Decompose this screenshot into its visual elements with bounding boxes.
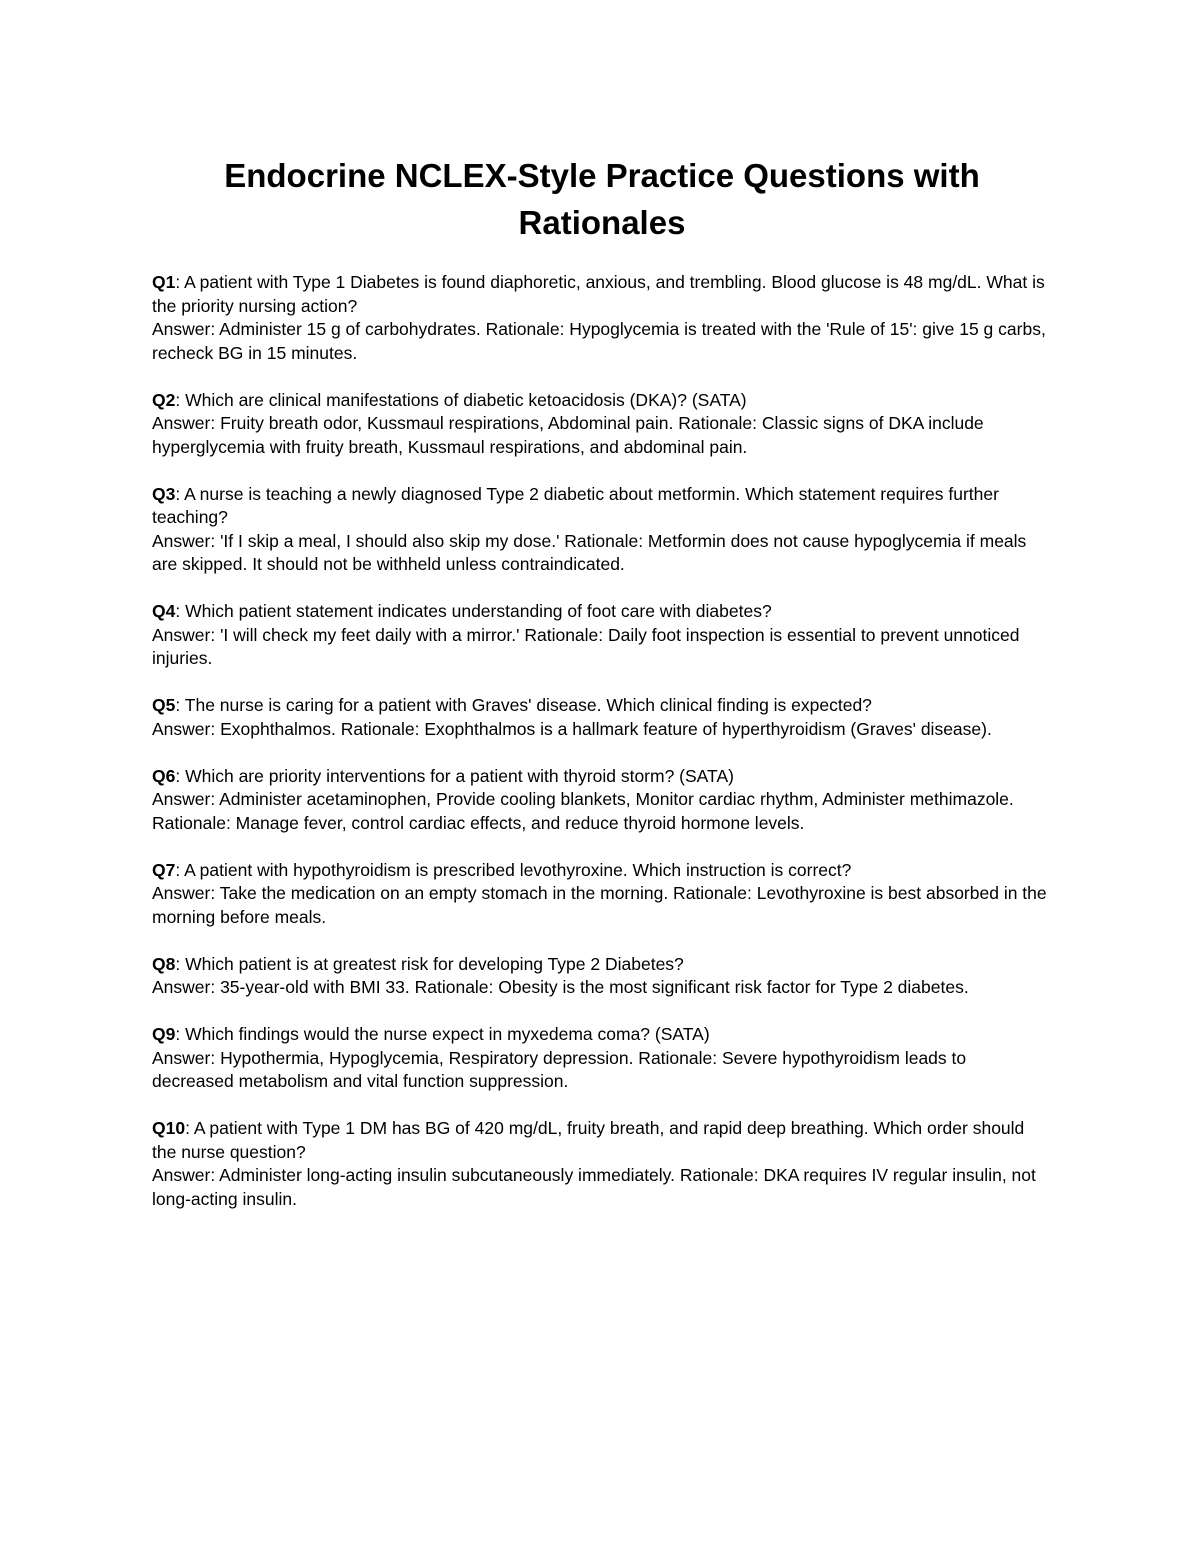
answer-rationale: Answer: Hypothermia, Hypoglycemia, Respiratory depression. Rationale: Severe hypothyroidism leads to decreased metabolism and vital function suppression. <box>152 1047 967 1091</box>
question-list <box>152 271 1052 1211</box>
question-text <box>152 765 1052 789</box>
answer-rationale: Answer: 35-year-old with BMI 33. Rationale: Obesity is the most significant risk factor for Type 2 diabetes. <box>152 977 969 997</box>
question-text <box>152 1117 1052 1164</box>
question-prompt: : Which findings would the nurse expect in myxedema coma? (SATA) <box>175 1024 710 1044</box>
question-number: Q8 <box>152 953 176 974</box>
answer-rationale: Answer: 'I will check my feet daily with a mirror.' Rationale: Daily foot inspection is essential to prevent unnoticed injuries. <box>152 624 1020 668</box>
question-item <box>152 1117 1052 1211</box>
question-text <box>152 859 1052 883</box>
question-number: Q6 <box>152 765 176 786</box>
question-item <box>152 765 1052 836</box>
question-prompt: : The nurse is caring for a patient with Graves' disease. Which clinical finding is expected? <box>175 695 872 715</box>
answer-rationale: Answer: Administer 15 g of carbohydrates. Rationale: Hypoglycemia is treated with the 'Rule of 15': give 15 g carbs, recheck BG in 15 minutes. <box>152 319 1046 363</box>
question-item <box>152 953 1052 1000</box>
question-prompt: : A patient with Type 1 Diabetes is found diaphoretic, anxious, and trembling. Blood glucose is 48 mg/dL. What is the priority nursing action? <box>152 272 1045 316</box>
question-text <box>152 694 1052 718</box>
document-title: Endocrine NCLEX-Style Practice Questions with Rationales <box>224 157 980 241</box>
question-prompt: : A patient with Type 1 DM has BG of 420 mg/dL, fruity breath, and rapid deep breathing. Which order should the nurse question? <box>152 1118 1025 1162</box>
question-item <box>152 271 1052 365</box>
question-text <box>152 389 1052 413</box>
question-prompt: : A nurse is teaching a newly diagnosed Type 2 diabetic about metformin. Which statement requires further teaching? <box>152 483 999 527</box>
answer-rationale: Answer: Administer acetaminophen, Provide cooling blankets, Monitor cardiac rhythm, Administer methimazole. Rationale: Manage fever, control cardiac effects, and reduce thyroid hormone levels. <box>152 789 1014 833</box>
question-prompt: : Which patient is at greatest risk for developing Type 2 Diabetes? <box>175 953 684 974</box>
question-text <box>152 953 1052 977</box>
question-item <box>152 389 1052 460</box>
document-page <box>152 152 1052 1235</box>
question-prompt: : Which are priority interventions for a patient with thyroid storm? (SATA) <box>175 765 734 786</box>
question-prompt: : Which patient statement indicates understanding of foot care with diabetes? <box>175 601 772 621</box>
question-text <box>152 271 1052 318</box>
question-number: Q7 <box>152 859 176 880</box>
question-item <box>152 600 1052 671</box>
question-number: Q4 <box>152 601 176 621</box>
question-item <box>152 694 1052 741</box>
question-text <box>152 483 1052 530</box>
question-item <box>152 1023 1052 1094</box>
answer-rationale: Answer: Administer long-acting insulin subcutaneously immediately. Rationale: DKA requires IV regular insulin, not long-acting insulin. <box>152 1165 1036 1209</box>
question-text <box>152 600 1052 624</box>
question-number: Q5 <box>152 695 176 715</box>
question-number: Q3 <box>152 483 176 504</box>
question-prompt: : Which are clinical manifestations of diabetic ketoacidosis (DKA)? (SATA) <box>175 389 747 410</box>
question-number: Q10 <box>152 1118 186 1138</box>
answer-rationale: Answer: Exophthalmos. Rationale: Exophthalmos is a hallmark feature of hyperthyroidism (Graves' disease). <box>152 718 992 739</box>
question-prompt: : A patient with hypothyroidism is prescribed levothyroxine. Which instruction is correct? <box>175 859 852 880</box>
question-number: Q1 <box>152 272 176 292</box>
answer-rationale: Answer: Take the medication on an empty stomach in the morning. Rationale: Levothyroxine is best absorbed in the morning before meals. <box>152 883 1047 927</box>
question-number: Q2 <box>152 389 176 410</box>
question-text <box>152 1023 1052 1047</box>
answer-rationale: Answer: 'If I skip a meal, I should also skip my dose.' Rationale: Metformin does not cause hypoglycemia if meals are skipped. It should not be withheld unless contraindicated. <box>152 530 1027 574</box>
question-item <box>152 859 1052 930</box>
question-number: Q9 <box>152 1024 176 1044</box>
answer-rationale: Answer: Fruity breath odor, Kussmaul respirations, Abdominal pain. Rationale: Classic signs of DKA include hyperglycemia with fruity breath, Kussmaul respirations, and abdominal pain. <box>152 413 984 457</box>
question-item <box>152 483 1052 577</box>
